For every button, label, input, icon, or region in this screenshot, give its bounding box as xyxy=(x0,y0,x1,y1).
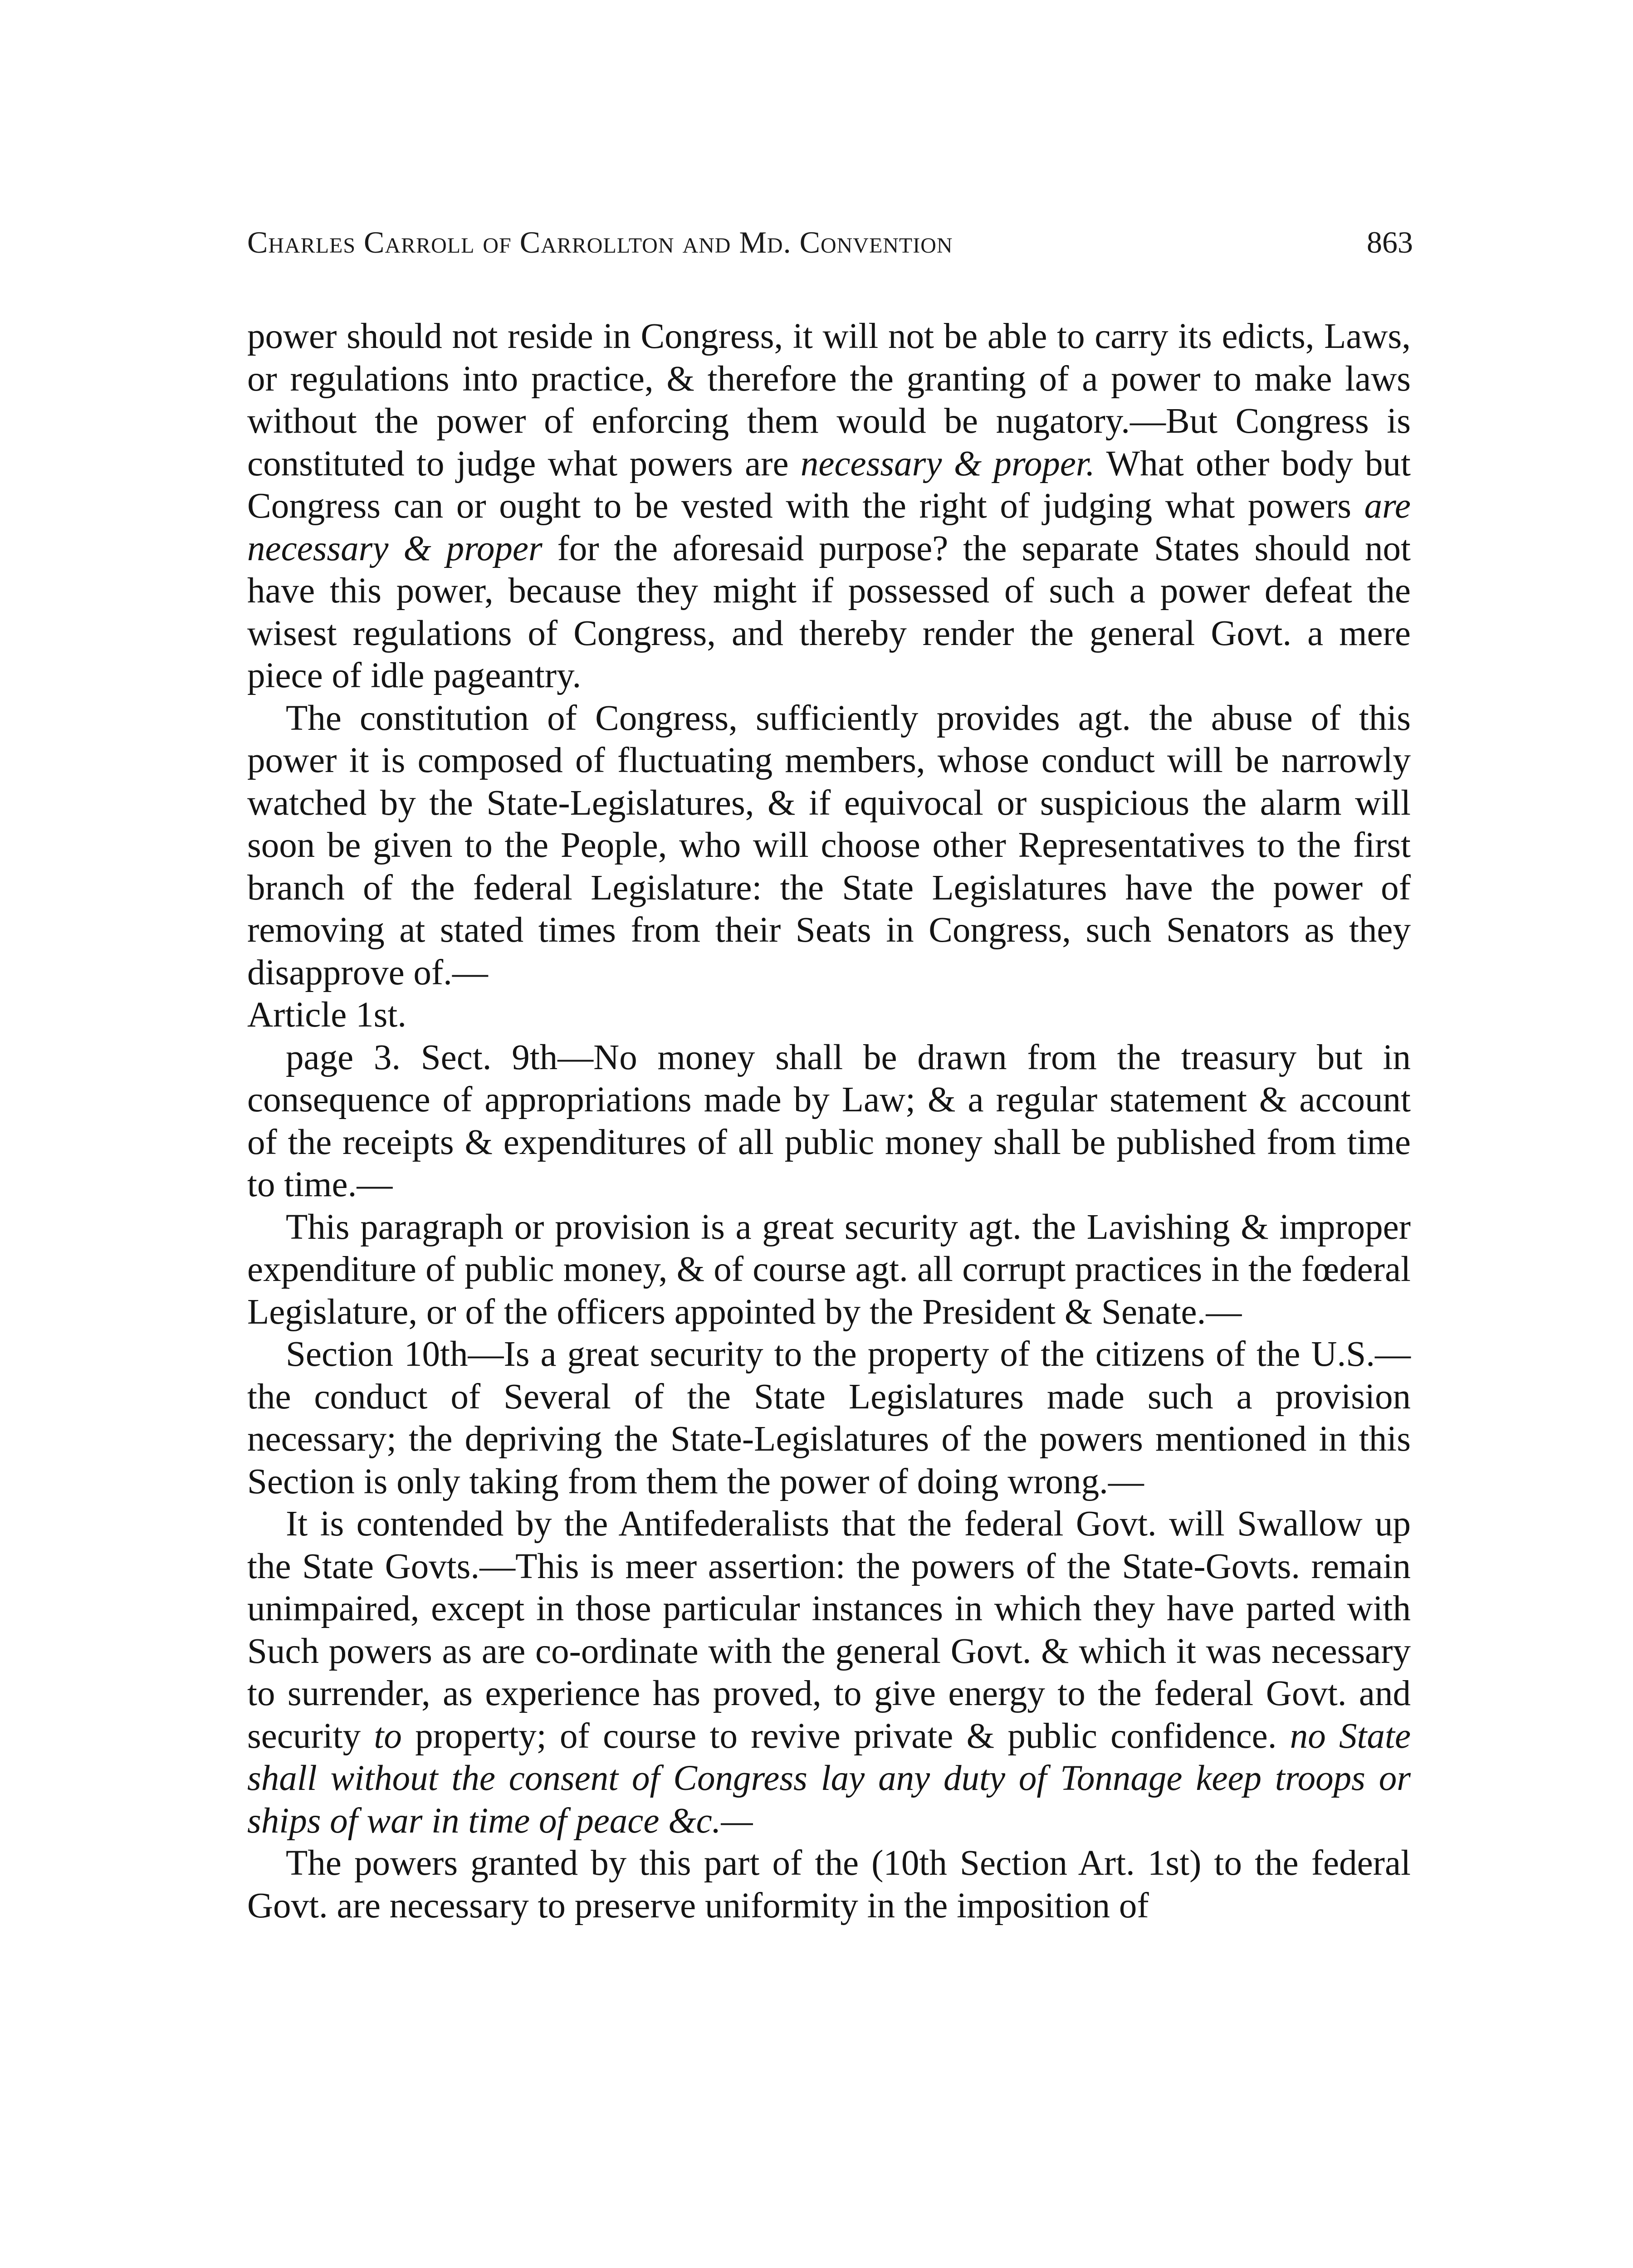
text-run: property; of course to revive private & public confidence. xyxy=(401,1716,1290,1756)
paragraph-heading xyxy=(247,994,1411,1036)
page-number: 863 xyxy=(1367,225,1413,259)
paragraph xyxy=(247,1842,1411,1927)
text-run: Article 1st. xyxy=(247,995,407,1035)
italic-run: necessary & proper. xyxy=(800,444,1095,484)
text-run: This paragraph or provision is a great security agt. the Lavishing & improper expenditure of public money, & of course agt. all corrupt practices in the fœderal Legislature, or of the officers appointed by the President & Senate.— xyxy=(247,1207,1411,1332)
running-head-title: Charles Carroll of Carrollton and Md. Convention xyxy=(247,225,953,259)
paragraph xyxy=(247,1503,1411,1842)
paragraph xyxy=(247,1206,1411,1334)
running-head xyxy=(247,225,1413,270)
italic-run: are necessary & proper xyxy=(247,486,1411,568)
text-run: What other body but Congress can or ought to be vested with the right of judging what powers xyxy=(247,444,1411,526)
italic-run: to xyxy=(374,1716,402,1756)
text-run: for the aforesaid purpose? the separate States should not have this power, because they might if possessed of such a power defeat the wisest regulations of Congress, and thereby render the general Govt. a mere piece of idle pageantry. xyxy=(247,528,1411,695)
text-run: Section 10th—Is a great security to the property of the citizens of the U.S.—the conduct of Several of the State Legislatures made such a provision necessary; the depriving the State-Legislatures of the powers mentioned in this Section is only taking from them the power of doing wrong.— xyxy=(247,1334,1411,1501)
text-run: page 3. Sect. 9th—No money shall be drawn from the treasury but in consequence of appropriations made by Law; & a regular statement & account of the receipts & expenditures of all public money shall be published from time to time.— xyxy=(247,1037,1411,1204)
paragraph xyxy=(247,315,1411,697)
paragraph xyxy=(247,1333,1411,1503)
paragraph xyxy=(247,1036,1411,1206)
paragraph xyxy=(247,697,1411,994)
text-run: It is contended by the Antifederalists that the federal Govt. will Swallow up the State Govts.—This is meer assertion: the powers of the State-Govts. remain unimpaired, except in those particular instances in which they have parted with Such powers as are co-ordinate with the general Govt. & which it was necessary to surrender, as experience has proved, to give energy to the federal Govt. and security xyxy=(247,1504,1411,1756)
text-run: power should not reside in Congress, it will not be able to carry its edicts, Laws, or regulations into practice, & therefore the granting of a power to make laws without the power of enforcing them would be nugatory.—But Congress is constituted to judge what powers are xyxy=(247,317,1411,484)
body-text xyxy=(247,315,1411,1927)
text-run: The powers granted by this part of the (10th Section Art. 1st) to the federal Govt. are necessary to preserve uniformity in the imposition of xyxy=(247,1843,1411,1926)
text-run: The constitution of Congress, sufficiently provides agt. the abuse of this power it is composed of fluctuating members, whose conduct will be narrowly watched by the State-Legislatures, & if equivocal or suspicious the alarm will soon be given to the People, who will choose other Representatives to the first branch of the federal Legislature: the State Legislatures have the power of removing at stated times from their Seats in Congress, such Senators as they disapprove of.— xyxy=(247,698,1411,992)
italic-run: no State shall without the consent of Congress lay any duty of Tonnage keep troops or ships of war in time of peace &c.— xyxy=(247,1716,1411,1841)
